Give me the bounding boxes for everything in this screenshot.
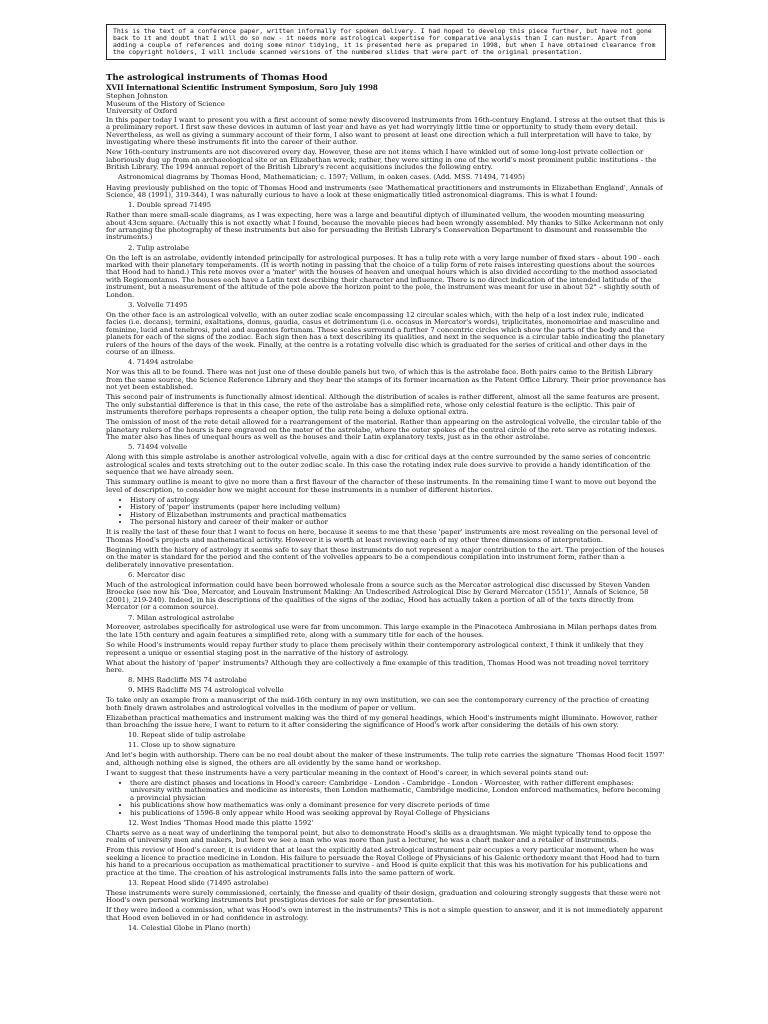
body-paragraph: Charts serve as a neat way of underlining the temporal point, but also to demonstrate Hood's skills as a draughtsman. We might typically tend to oppose the realm of university men and makers, but here we see a man who was more than just a lecturer, he was a chart maker and a retailer of instruments. [106,828,652,845]
slide-reference: 8. MHS Radcliffe MS 74 astrolabe [128,676,247,685]
preface-notice-box [106,24,666,60]
body-paragraph: In this paper today I want to present you with a first account of some newly discovered instruments from 16th-century England. I stress at the outset that this is a preliminary report. I first saw these devices in autumn of last year and have as yet had worryingly little time or opportunity to study them every detail. Nevertheless, as well as giving a summary account of their form, I also want to present at least one direction which a full interpretation will have to take, by investigating where these instruments fit into the career of their author. [106,115,665,147]
body-paragraph: To take only an example from a manuscript of the mid-16th century in my own institution, we can see the contemporary currency of the practice of creating both finely drawn astrolabes and astrological volvelles in the medium of paper or vellum. [106,696,650,712]
body-paragraph: This second pair of instruments is functionally almost identical. Although the distribution of scales is rather different, almost all the same features are present. The only substantial difference is that in this case, the rete of the astrolabe has a simplified rete, whose only celestial feature is the ecliptic. This pair of instruments therefore perhaps represents a cheaper option, the tulip rete being a deluxe optional extra. [106,393,660,417]
slide-reference: 4. 71494 astrolabe [128,358,194,367]
body-paragraph: And let's begin with authorship. There can be no real doubt about the maker of these instruments. The tulip rete carries the signature 'Thomas Hood fecit 1597' and, although nothing else is signed, the others are all evidently by the same hand or workshop. [106,751,665,767]
body-paragraph: If they were indeed a commission, what was Hood's own interest in the instruments? This is not a simple question to answer, and it is not immediately apparent that Hood even believed in or had confidence in astrology. [106,906,663,922]
body-paragraph: Nor was this all to be found. There was not just one of these double panels but two, of which this is the astrolabe face. Both pairs came to the British Library from the same source, the Science Reference Library and they bear the stamps of its former incarnation as the Patent Office Library. Their prior provenance has not yet been established. [106,368,666,392]
bullet-list [106,497,666,527]
bullet-item: • History of Elizabethan instruments and practical mathematics [130,512,666,519]
body-paragraph: Rather than mere small-scale diagrams, as I was expecting, here was a large and beautiful diptych of illuminated vellum, the wooden mounting measuring about 43cm square. (Actually this is not exactly what I found, because the movable pieces had been wrongly assembled. My thanks to Silke Ackermann not only for arranging the photography of these instruments but also for persuading the British Library's Conservation Department to dismount and reassemble the instruments.) [106,211,664,242]
body-paragraph: From this review of Hood's career, it is evident that at least the explicitly dated astrological instrument pair occupies a very particular moment, when he was seeking a licence to practice medicine in London. His failure to persuade the Royal College of Physicians of his Galenic orthodoxy meant that Hood had to turn his hand to a precarious occupation as mathematical practitioner to survive - and Hood is quite explicit that this was his motivation for his publications and practice at the time. The creation of his astrological instruments falls into the same pattern of work. [106,846,660,877]
body-paragraph: Elizabethan practical mathematics and instrument making was the third of my general headings, which Hood's instruments might illuminate. However, rather than broaching the issue here, I want to return to it after considering the significance of Hood's work after considering the details of his own story. [106,713,658,730]
slide-reference: 9. MHS Radcliffe MS 74 astrological volvelle [128,686,284,695]
body-paragraph: This summary outline is meant to give no more than a first flavour of the character of these instruments. In the remaining time I want to move out beyond the level of description, to consider how we might account for these instruments in a number of different histories. [106,478,657,494]
preface-notice-text: This is the text of a conference paper, written informally for spoken delivery. I had hoped to develop this piece further, but have not gone back to it and doubt that I will do so now - it needs more astrological expertise for comparative analysis than I can muster. Apart from adding a couple of references and doing some minor tidying, it is presented here as prepared in 1998, but when I have obtained clearance from the copyright holders, I will include scanned versions of the numbered slides that were part of the original presentation. [113,27,656,57]
body-paragraph: New 16th-century instruments are not discovered every day. However, these are not items which I have winkled out of some long-lost private collection or laboriously dug up from an archaeological site or an Elizabethan wreck; rather, they were sitting in one of the world's most prominent public institutions - the British Library. The 1994 annual report of the British Library's recent acquisitions includes the following entry. [106,148,657,172]
body-paragraph: On the left is an astrolabe, evidently intended principally for astrological purposes. It has a tulip rete with a very large number of fixed stars - about 190 - each marked with their planetary temperaments. (It is worth noting in passing that the choice of a tulip form of rete raises interesting questions about the sources that Hood had to hand.) This rete moves over a 'mater' with the houses of heaven and unequal hours which is also divided according to the method associated with Regiomontanus. The houses each have a Latin text describing their character and influence. There is no direct indication of the intended latitude of the instrument, but a measurement of the altitude of the pole above the horizon point to the pole, the instrument was meant for use in about 52° - slightly south of London. [106,253,660,299]
bullet-item: • his publications show how mathematics was only a dominant presence for very discrete periods of time [130,802,666,809]
body-paragraph: Moreover, astrolabes specifically for astrological use were far from uncommon. This large example in the Pinacoteca Ambrosiana in Milan perhaps dates from the late 15th century and again features a simplified rete, along with a summary title for each of the houses. [106,623,657,639]
slide-reference: 2. Tulip astrolabe [128,243,190,252]
slide-reference: 1. Double spread 71495 [128,201,212,210]
author-university: University of Oxford [106,107,178,116]
slide-reference: 11. Close up to show signature [128,741,236,750]
bullet-item: • there are distinct phases and locations in Hood's career: Cambridge - London - Cambridge - London - Worcester, with rather different emphases: university with mathematics and medicine as interests, then London mathematic, Cambridge medicine, London enforced mathematics, before becoming a provincial physician [130,780,666,802]
body-paragraph: It is really the last of these four that I want to focus on here, because it seems to me that these 'paper' instruments are most revealing on the personal level of Thomas Hood's projects and mathematical activity. However it is worth at least reviewing each of my other three dimensions of interpretation. [106,528,658,544]
author-name: Stephen Johnston [106,92,168,101]
slide-reference: 5. 71494 volvelle [128,443,188,452]
slide-reference: 14. Celestial Globe in Plano (north) [128,924,251,933]
slide-reference: 3. Volvelle 71495 [128,300,188,309]
document-page [106,24,666,935]
body-paragraph: Having previously published on the topic of Thomas Hood and instruments (see 'Mathematical practitioners and instruments in Elizabethan England', Annals of Science, 48 (1991), 319-344), I was naturally curious to have a look at these enigmatically titled astronomical diagrams. This is what I found: [106,183,663,200]
paper-title: The astrological instruments of Thomas Hood [106,73,328,84]
bullet-item: • his publications of 1596-8 only appear while Hood was seeking approval by Royal College of Physicians [130,810,666,817]
bullet-item: • The personal history and career of their maker or author [130,519,666,526]
slide-reference: 7. Milan astrological astrolabe [128,613,235,622]
bullet-item: • History of astrology [130,497,666,504]
body-paragraph: These instruments were surely commissioned, certainly, the finesse and quality of their design, graduation and colouring strongly suggests that these were not Hood's own personal working instruments but prestigious devices for sale or for presentation. [106,888,661,905]
bullet-list [106,780,666,817]
slide-reference: 13. Repeat Hood slide (71495 astrolabe) [128,878,269,887]
slide-reference: 12. West Indies 'Thomas Hood made this platte 1592' [128,818,314,827]
slide-reference: 10. Repeat slide of tulip astrolabe [128,731,246,740]
body-paragraph: The omission of most of the rete detail allowed for a rearrangement of the material. Rather than appearing on the astrological volvelle, the circular table of the planetary rulers of the hours is here engraved on the mater of the astrolabe, where the outer spokes of the central circle of the rete serve as rotating indexes. The mater also has lines of unequal hours as well as the houses and their Latin explanatory texts, just as in the other astrolabe. [106,418,662,442]
body-paragraph: I want to suggest that these instruments have a very particular meaning in the context of Hood's career, in which several points stand out: [106,768,589,777]
body-paragraph: Much of the astrological information could have been borrowed wholesale from a source such as the Mercator astrological disc discussed by Steven Vanden Broecke (see now his 'Dee, Mercator, and Louvain Instrument Making: An Undescribed Astrological Disc by Gerard Mercator (1551)', Annals of Science, 58 (2001), 219-240). Indeed, in his descriptions of the qualities of the signs of the zodiac, Hood has actually taken a portion of all of the texts directly from Mercator (or a common source). [106,581,650,612]
body-paragraph: Beginning with the history of astrology it seems safe to say that these instruments do not represent a major contribution to the art. The projection of the houses on the mater is standard for the period and the content of the volvelles appears to be a compendious compilation into instrument form, rather than a deliberately innovative presentation. [106,546,665,569]
body-paragraph: So while Hood's instruments would repay further study to place them precisely within their contemporary astrological context, I think it unlikely that they represent a unique or essential staging post in the narrative of the history of astrology. [106,641,644,657]
author-affiliation: Museum of the History of Science [106,99,225,108]
body-paragraph: Along with this simple astrolabe is another astrological volvelle, again with a disc for critical days at the centre surrounded by the same series of concentric astrological scales and texts stretching out to the outer zodiac scale. In this case the rotating index rule does survive to provide a handy identification of the sequence that we have already seen. [106,453,651,477]
author-block [106,93,666,116]
catalogue-quote: Astronomical diagrams by Thomas Hood, Mathematician; c. 1597; Vellum, in oaken cases. (Add. MSS. 71494, 71495) [118,173,525,182]
body-paragraph: On the other face is an astrological volvelle, with an outer zodiac scale encompassing 12 circular scales which, with the help of a lost index rule, indicated facies (i.e. decans), termini, exaltations, domus, gaudia, casus et detrimentum (i.e. occasus in Mercator's words), triplicitates, monomoiriae and masculine and feminine, lucid and tenebrosi, putei and augentes fortunam. These scales surround a further 7 concentric circles which show the parts of the body and the planets for each of the signs of the zodiac. Each sign then has a text describing its qualities, and next in the sequence is a circular table indicating the planetary rulers of the hours of the days of the week. Finally, at the centre is a rotating volvelle disc which is graduated for the series of critical and other days in the course of an illness. [106,310,665,357]
bullet-item: • History of 'paper' instruments (paper here including vellum) [130,504,666,511]
paper-body [106,117,666,933]
slide-reference: 6. Mercator disc [128,571,186,580]
conference-line: XVII International Scientific Instrument Symposium, Soro July 1998 [106,83,378,93]
body-paragraph: What about the history of 'paper' instruments? Although they are collectively a fine example of this tradition, Thomas Hood was not treading novel territory here. [106,658,649,675]
